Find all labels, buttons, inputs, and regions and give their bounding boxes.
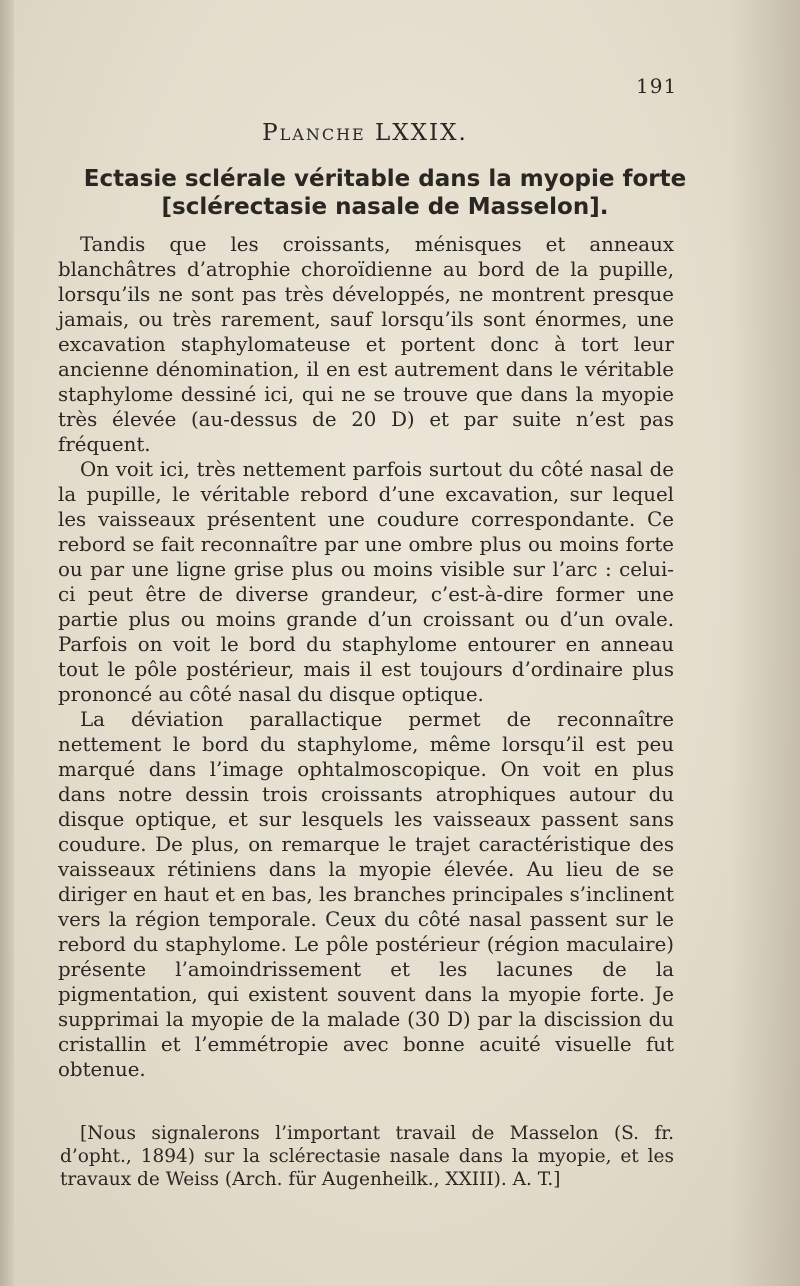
- page-number: 191: [636, 74, 678, 98]
- paragraph-2: On voit ici, très nettement parfois surtout du côté nasal de la pupille, le véritable rebord d’une excavation, sur lequel les vaisseaux présentent une coudure correspondante. Ce rebord se fait reconnaître par une ombre plus ou moins forte ou par une ligne grise plus ou moins visible sur l’arc : celui-ci peut être de diverse grandeur, c’est-à-dire former une partie plus ou moins grande d’un croissant ou d’un ovale. Parfois on voit le bord du staphylome entourer en anneau tout le pôle postérieur, mais il est toujours d’ordinaire plus prononcé au côté nasal du disque optique.: [58, 458, 674, 706]
- note-text: [Nous signalerons l’important travail de Masselon (S. fr. d’opht., 1894) sur la sclérectasie nasale dans la myopie, et les travaux de Weiss (Arch. für Augenheilk., XXIII). A. T.]: [60, 1123, 674, 1190]
- plate-title: Planche LXXIX.: [262, 120, 468, 146]
- paragraph-1: Tandis que les croissants, ménisques et anneaux blanchâtres d’atrophie choroïdienne au bord de la pupille, lorsqu’ils ne sont pas très développés, ne montrent presque jamais, ou très rarement, sauf lorsqu’ils sont énormes, une excavation staphylomateuse et portent donc à tort leur ancienne dénomination, il en est autrement dans le véritable staphylome dessiné ici, qui ne se trouve que dans la myopie très élevée (au-dessus de 20 D) et par suite n’est pas fréquent.: [58, 233, 674, 456]
- body-text: [58, 232, 674, 1082]
- page-left-edge: [0, 0, 14, 1286]
- section-subheading: [sclérectasie nasale de Masselon].: [161, 194, 609, 220]
- section-heading: Ectasie sclérale véritable dans la myopie forte: [83, 166, 687, 192]
- translator-note: [60, 1122, 674, 1191]
- paragraph-3: La déviation parallactique permet de reconnaître nettement le bord du staphylome, même lorsqu’il est peu marqué dans l’image ophtalmoscopique. On voit en plus dans notre dessin trois croissants atrophiques autour du disque optique, et sur lesquels les vaisseaux passent sans coudure. De plus, on remarque le trajet caractéristique des vaisseaux rétiniens dans la myopie élevée. Au lieu de se diriger en haut et en bas, les branches principales s’inclinent vers la région temporale. Ceux du côté nasal passent sur le rebord du staphylome. Le pôle postérieur (région maculaire) présente l’amoindrissement et les lacunes de la pigmentation, qui existent souvent dans la myopie forte. Je supprimai la myopie de la malade (30 D) par la discission du cristallin et l’emmétropie avec bonne acuité visuelle fut obtenue.: [58, 708, 674, 1081]
- page-right-shadow: [730, 0, 800, 1286]
